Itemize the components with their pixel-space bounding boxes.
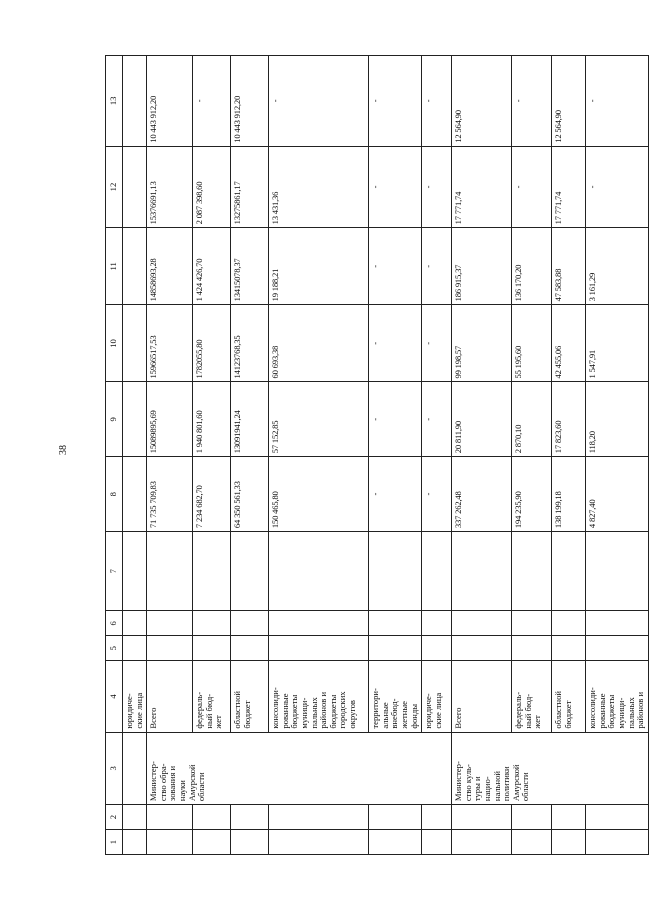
table-cell: - [369,56,422,147]
table-cell [231,611,269,636]
table-cell [123,382,147,457]
table-cell: 13275861,17 [231,146,269,228]
table-cell: 118,20 [586,382,649,457]
table-row [147,56,193,855]
table-cell: Всего [452,661,512,732]
table-cell: 150 465,80 [269,457,369,532]
header-cell: 7 [106,532,123,611]
table-cell: 1 424 426,70 [193,228,231,305]
table-cell [123,532,147,611]
table-cell [269,805,369,830]
table-cell: - [422,382,452,457]
table-cell [369,830,422,855]
table-cell: - [422,305,452,382]
table-cell: 4 827,40 [586,457,649,532]
table-cell [552,636,586,661]
header-row [106,56,123,855]
table-cell [452,532,512,611]
header-cell: 8 [106,457,123,532]
table-cell: 57 152,85 [269,382,369,457]
table-cell: 7 234 682,70 [193,457,231,532]
table-cell: 42 455,06 [552,305,586,382]
table-cell: 55 195,60 [512,305,552,382]
table-cell: 3 161,29 [586,228,649,305]
table-cell [123,830,147,855]
table-cell: - [369,146,422,228]
table-cell [422,636,452,661]
table-cell [123,611,147,636]
table-cell: областной бюджет [231,661,269,732]
table-cell [422,830,452,855]
table-cell [586,532,649,611]
header-cell: 11 [106,228,123,305]
table-cell [269,611,369,636]
table-cell [269,830,369,855]
header-cell: 6 [106,611,123,636]
table-cell: - [193,56,231,147]
table-cell [369,611,422,636]
header-cell: 13 [106,56,123,147]
table-cell: 10 443 912,20 [147,56,193,147]
table-cell: 1782055,80 [193,305,231,382]
table-cell: - [586,146,649,228]
table-cell: 14123768,35 [231,305,269,382]
table-cell [123,805,147,830]
table-cell: 2 087 398,60 [193,146,231,228]
table-cell [552,532,586,611]
table-cell [231,532,269,611]
table-cell [231,636,269,661]
table-cell [512,532,552,611]
header-cell: 2 [106,805,123,830]
table-cell: 12 564,90 [452,56,512,147]
table-cell [452,611,512,636]
rotated-table-container [105,55,646,855]
header-cell: 10 [106,305,123,382]
table-cell: консолиди- рованные бюджеты муници- пальных районов и бюджеты городских округов [269,661,369,732]
table-cell: 138 199,18 [552,457,586,532]
table-cell [422,532,452,611]
table-cell [512,805,552,830]
table-cell [369,636,422,661]
table-cell [231,805,269,830]
table-cell [422,805,452,830]
table-cell: Министер- ство обра- зования и науки Амурской области [147,732,452,805]
table-cell [147,611,193,636]
table-cell [369,532,422,611]
table-cell [369,805,422,830]
table-cell: юридиче- ские лица [422,661,452,732]
table-cell: - [369,305,422,382]
table-cell: 60 693,38 [269,305,369,382]
table-cell: 194 235,90 [512,457,552,532]
table-cell [452,830,512,855]
table-cell: 13415078,37 [231,228,269,305]
table-cell [193,805,231,830]
table-cell [552,805,586,830]
table-cell [586,830,649,855]
table-cell: 19 188,21 [269,228,369,305]
table-row [452,56,512,855]
table-cell: 337 262,48 [452,457,512,532]
table-cell [231,830,269,855]
table-cell: 1 547,91 [586,305,649,382]
budget-table [105,55,649,855]
table-cell: - [369,457,422,532]
table-cell [269,636,369,661]
table-cell: 14858693,28 [147,228,193,305]
table-cell [452,805,512,830]
table-cell: - [422,146,452,228]
table-row [123,56,147,855]
header-cell: 5 [106,636,123,661]
table-cell: 186 915,37 [452,228,512,305]
table-cell [123,636,147,661]
table-cell: - [586,56,649,147]
page-number: 38 [58,445,69,455]
table-cell [147,636,193,661]
table-cell [512,636,552,661]
table-cell: - [512,146,552,228]
table-cell: юридиче- ские лица [123,661,147,732]
table-cell: 17 823,60 [552,382,586,457]
table-cell [147,830,193,855]
table-cell [586,636,649,661]
table-cell: 17 771,74 [552,146,586,228]
table-cell: 64 350 561,33 [231,457,269,532]
table-cell: 12 564,90 [552,56,586,147]
table-cell [586,611,649,636]
table-cell [193,611,231,636]
table-cell: федераль- ный бюд- жет [512,661,552,732]
table-cell: - [422,457,452,532]
table-cell [123,305,147,382]
table-cell: федераль- ный бюд- жет [193,661,231,732]
table-cell [123,146,147,228]
table-cell: - [422,56,452,147]
table-cell: 1 940 801,60 [193,382,231,457]
table-cell [552,611,586,636]
table-cell: - [369,228,422,305]
table-cell [552,830,586,855]
table-cell: 2 870,10 [512,382,552,457]
table-cell: 20 811,90 [452,382,512,457]
table-cell [193,532,231,611]
table-cell [193,830,231,855]
table-cell: - [269,56,369,147]
table-cell: - [512,56,552,147]
table-cell: 15966517,53 [147,305,193,382]
table-cell: Министер- ство куль- туры и нацио- нальной политики Амурской области [452,732,649,805]
table-cell: областной бюджет [552,661,586,732]
table-cell: консолиди- рованные бюджеты муници- пальных районов и [586,661,649,732]
table-cell [452,636,512,661]
header-cell: 4 [106,661,123,732]
table-cell: 13 431,36 [269,146,369,228]
header-cell: 9 [106,382,123,457]
table-cell: 71 735 709,83 [147,457,193,532]
table-cell: 99 198,57 [452,305,512,382]
table-cell: - [422,228,452,305]
table-cell: территори- альные внебюд- жетные фонды [369,661,422,732]
header-cell: 3 [106,732,123,805]
table-cell: Всего [147,661,193,732]
table-cell: 10 443 912,20 [231,56,269,147]
table-cell [123,732,147,805]
table-cell: 15089895,69 [147,382,193,457]
table-cell [123,56,147,147]
table-cell [512,830,552,855]
table-cell [512,611,552,636]
table-cell: - [369,382,422,457]
table-cell [422,611,452,636]
header-cell: 1 [106,830,123,855]
table-cell: 17 771,74 [452,146,512,228]
table-cell [586,805,649,830]
table-cell [147,805,193,830]
header-cell: 12 [106,146,123,228]
table-cell [147,532,193,611]
table-cell [123,457,147,532]
table-cell [269,532,369,611]
table-cell: 47 583,88 [552,228,586,305]
table-cell [193,636,231,661]
table-cell: 15376691,13 [147,146,193,228]
table-cell [123,228,147,305]
table-cell: 136 170,20 [512,228,552,305]
table-cell: 13091941,24 [231,382,269,457]
